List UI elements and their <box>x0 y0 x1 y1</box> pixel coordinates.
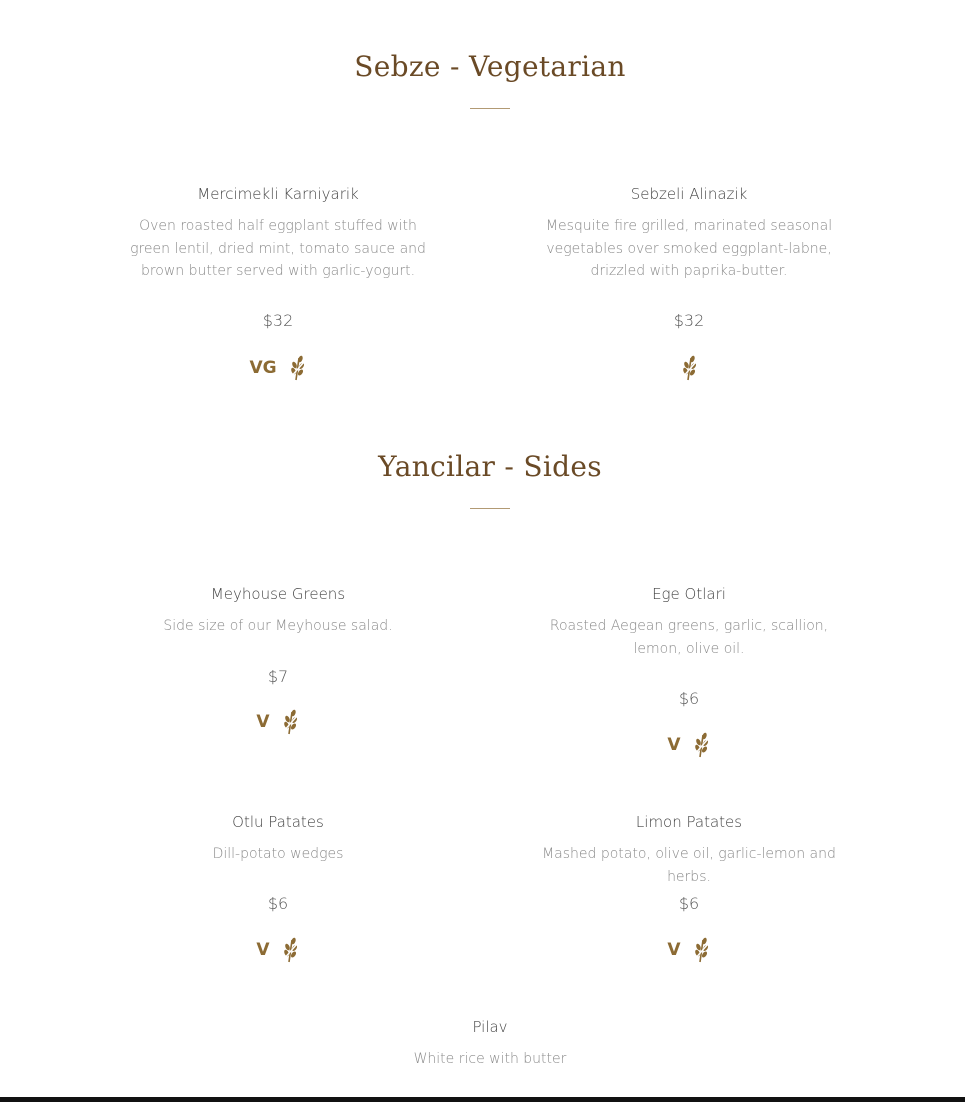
bottom-border <box>0 1097 965 1102</box>
v-badge: V <box>667 940 681 960</box>
item-description: Dill-potato wedges <box>212 846 344 862</box>
item-name: Pilav <box>472 1018 508 1036</box>
dietary-icons <box>534 934 844 966</box>
dietary-icons <box>123 352 433 384</box>
item-price: $32 <box>262 311 294 330</box>
menu-item <box>335 1018 645 1071</box>
wheat-icon <box>679 354 699 382</box>
item-price: $7 <box>267 667 289 686</box>
item-price: $6 <box>678 894 700 913</box>
menu-item <box>123 185 433 283</box>
item-description: Mesquite fire grilled, marinated seasonal vegetables over smoked eggplant-labne, drizzled with paprika-butter. <box>545 218 833 279</box>
item-description: Side size of our Meyhouse salad. <box>163 618 393 634</box>
menu-item <box>534 585 844 660</box>
v-badge: V <box>256 940 270 960</box>
dietary-icons <box>534 352 844 384</box>
menu-item <box>123 813 433 866</box>
item-name: Ege Otlari <box>652 585 726 603</box>
item-description: White rice with butter <box>413 1051 567 1067</box>
wheat-icon <box>280 936 300 964</box>
section-divider <box>470 108 510 109</box>
item-name: Mercimekli Karniyarik <box>197 185 359 203</box>
menu-item <box>534 813 844 888</box>
item-name: Meyhouse Greens <box>210 585 346 603</box>
section-title-vegetarian: Sebze - Vegetarian <box>354 50 626 83</box>
v-badge: V <box>667 735 681 755</box>
menu-item <box>534 185 844 283</box>
v-badge: V <box>256 712 270 732</box>
dietary-icons <box>534 729 844 761</box>
item-name: Sebzeli Alinazik <box>630 185 748 203</box>
dietary-icons <box>123 934 433 966</box>
item-price: $32 <box>673 311 705 330</box>
wheat-icon <box>280 708 300 736</box>
item-price: $6 <box>678 689 700 708</box>
wheat-icon <box>691 936 711 964</box>
dietary-icons <box>123 706 433 738</box>
section-title-sides: Yancilar - Sides <box>378 450 602 483</box>
wheat-icon <box>691 731 711 759</box>
wheat-icon <box>287 354 307 382</box>
item-price: $6 <box>267 894 289 913</box>
menu-item <box>123 585 433 638</box>
item-description: Oven roasted half eggplant stuffed with green lentil, dried mint, tomato sauce and brown butter served with garlic-yogurt. <box>130 218 426 279</box>
item-description: Mashed potato, olive oil, garlic-lemon and herbs. <box>542 846 836 885</box>
section-divider <box>470 508 510 509</box>
item-name: Limon Patates <box>635 813 743 831</box>
item-name: Otlu Patates <box>232 813 324 831</box>
item-description: Roasted Aegean greens, garlic, scallion, lemon, olive oil. <box>549 618 829 657</box>
vg-badge: VG <box>249 358 277 378</box>
